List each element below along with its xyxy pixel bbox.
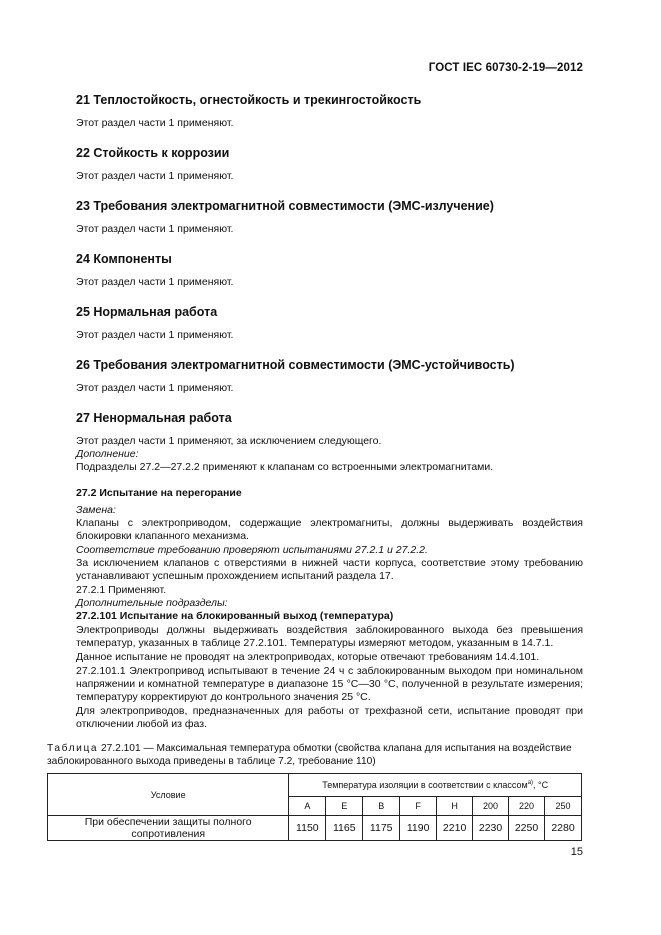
table-cell: 1175 [363,816,400,841]
class-header-cell: F [400,797,437,816]
table-caption-label: Таблица [47,743,99,754]
section-title-26: 26 Требования электромагнитной совместимости (ЭМС-устойчивость) [76,358,515,372]
temperature-table [47,773,582,841]
paragraph-27-2-1: 27.2.1 Применяют. [76,584,167,596]
section-title-21: 21 Теплостойкость, огнестойкость и трекингостойкость [76,93,422,107]
subsection-title-27-2: 27.2 Испытание на перегорание [76,487,242,499]
addition-label: Дополнение: [76,448,139,460]
row-label: При обеспечении защиты полного сопротивления [48,816,289,841]
table-cell: 2230 [473,816,509,841]
table-cell: 1165 [326,816,363,841]
section-text-23: Этот раздел части 1 применяют. [76,223,234,235]
table-cell: 2280 [544,816,581,841]
paragraph-actuators: Электроприводы должны выдерживать воздействия заблокированного выхода без превышения температур, указанных в таблице 27.2.101. Температуры измеряют методом, указанным в 14.7.1. [76,624,583,649]
subsection-title-27-2-101: 27.2.101 Испытание на блокированный выход (температура) [76,610,394,622]
class-header-cell: 200 [473,797,509,816]
table-cell: 1190 [400,816,437,841]
class-header-cell: B [363,797,400,816]
classes-header-footnote: а) [527,780,534,786]
classes-header-text: Температура изоляции в соответствии с классом [322,780,528,790]
section-title-22: 22 Стойкость к коррозии [76,146,230,160]
table-cell: 2250 [509,816,545,841]
section-text-25: Этот раздел части 1 применяют. [76,329,234,341]
section-text-21: Этот раздел части 1 применяют. [76,117,234,129]
paragraph-valves: Клапаны с электроприводом, содержащие электромагниты, должны выдерживать воздействия блокировки клапанного механизма. [76,517,583,542]
paragraph-three-phase: Для электроприводов, предназначенных для работы от трехфазной сети, испытание проводят при отключении любой из фаз. [76,705,583,730]
compliance-note: Соответствие требованию проверяют испытаниями 27.2.1 и 27.2.2. [76,544,428,556]
classes-header [289,774,582,797]
section-text-27: Этот раздел части 1 применяют, за исключением следующего. [76,435,382,447]
replace-label: Замена: [76,504,116,516]
paragraph-exception: За исключением клапанов с отверстиями в нижней части корпуса, соответствие этому требованию устанавливают успешным прохождением испытаний раздела 17. [76,557,583,582]
section-text-26: Этот раздел части 1 применяют. [76,382,234,394]
section-text-24: Этот раздел части 1 применяют. [76,276,234,288]
class-header-cell: 220 [509,797,545,816]
paragraph-27-2-101-1: 27.2.101.1 Электропривод испытывают в течение 24 ч с заблокированным выходом при номинальном напряжении и комнатной температуре в диапазоне 15 °C—30 °C, полученной в результате измерения; температуру корректируют до контрольного значения 25 °C. [76,665,583,703]
section-text-22: Этот раздел части 1 применяют. [76,170,234,182]
class-header-cell: 250 [544,797,581,816]
section-title-23: 23 Требования электромагнитной совместимости (ЭМС-излучение) [76,199,494,213]
section-title-25: 25 Нормальная работа [76,305,218,319]
section-title-24: 24 Компоненты [76,252,172,266]
section-title-27: 27 Ненормальная работа [76,411,232,425]
table-cell: 1150 [289,816,326,841]
classes-header-unit: , °C [533,780,549,790]
standard-code: ГОСТ IEC 60730-2-19—2012 [428,62,583,74]
table-caption-text: 27.2.101 — Максимальная температура обмотки (свойства клапана для испытания на воздействие заблокированного выхода приведены в таблице 7.2, требование 110) [47,743,572,767]
class-header-cell: H [437,797,473,816]
table-caption [47,742,583,768]
table-cell: 2210 [437,816,473,841]
page-number: 15 [570,846,583,858]
condition-header: Условие [48,774,289,816]
addition-text: Подразделы 27.2—27.2.2 применяют к клапанам со встроенными электромагнитами. [76,461,494,473]
extra-label: Дополнительные подразделы: [76,597,228,609]
paragraph-not-performed: Данное испытание не проводят на электроприводах, которые отвечают требованиям 14.4.101. [76,651,540,663]
class-header-cell: E [326,797,363,816]
class-header-cell: A [289,797,326,816]
